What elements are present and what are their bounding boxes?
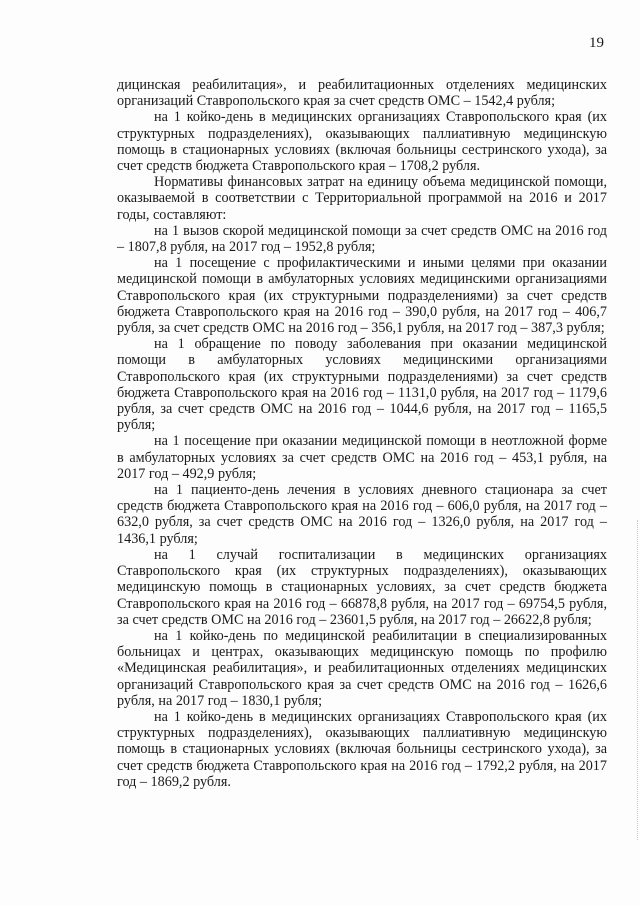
paragraph-hospitalization-case: на 1 случай госпитализации в медицинских организациях Ставропольского края (их структурных подразделениях), оказывающих медицинскую помощь в стационарных условиях, за счет средств бюджета Ставропольского края на 2016 год – 66878,8 рубля, на 2017 год – 69754,5 рубля, за счет средств ОМС на 2016 год – 23601,5 рубля, на 2017 год – 26622,8 рубля; <box>117 546 607 628</box>
paragraph-rehab-continuation: дицинская реабилитация», и реабилитационных отделениях медицинских организаций Ставропольского края за счет средств ОМС – 1542,4 рубля; <box>117 77 607 110</box>
page-number: 19 <box>589 35 604 51</box>
paragraph-cost-norms-intro: Нормативы финансовых затрат на единицу объема медицинской помощи, оказываемой в соответствии с Территориальной программой на 2016 и 2017 годы, составляют: <box>117 174 607 223</box>
scan-edge-artifact <box>636 520 638 840</box>
paragraph-disease-appeal: на 1 обращение по поводу заболевания при оказании медицинской помощи в амбулаторных условиях медицинскими организациями Ставропольского края (их структурными подразделениями) за счет средств бюджета Ставропольского края на 2016 год – 1131,0 рубля, на 2017 год – 1179,6 рубля, за счет средств ОМС на 2016 год – 1044,6 рубля, на 2017 год – 1165,5 рубля; <box>117 336 607 434</box>
paragraph-preventive-visit: на 1 посещение с профилактическими и иными целями при оказании медицинской помощи в амбулаторных условиях медицинскими организациями Ставропольского края (их структурными подразделениями) за счет средств бюджета Ставропольского края на 2016 год – 390,0 рубля, на 2017 год – 406,7 рубля, за счет средств ОМС на 2016 год – 356,1 рубля, на 2017 год – 387,3 рубля; <box>117 255 607 337</box>
paragraph-urgent-visit: на 1 посещение при оказании медицинской помощи в неотложной форме в амбулаторных условиях за счет средств ОМС на 2016 год – 453,1 рубля, на 2017 год – 492,9 рубля; <box>117 433 607 482</box>
paragraph-palliative-bed-day-years: на 1 койко-день в медицинских организациях Ставропольского края (их структурных подразделениях), оказывающих паллиативную медицинскую помощь в стационарных условиях (включая больницы сестринского ухода), за счет средств бюджета Ставропольского края на 2016 год – 1792,2 рубля, на 2017 год – 1869,2 рубля. <box>117 708 607 790</box>
paragraph-ambulance-call: на 1 вызов скорой медицинской помощи за счет средств ОМС на 2016 год – 1807,8 рубля, на 2017 год – 1952,8 рубля; <box>117 222 607 256</box>
paragraph-palliative-bed-day: на 1 койко-день в медицинских организациях Ставропольского края (их структурных подразделениях), оказывающих паллиативную медицинскую помощь в стационарных условиях (включая больницы сестринского ухода), за счет средств бюджета Ставропольского края – 1708,2 рубля. <box>117 109 607 175</box>
paragraph-day-hospital: на 1 пациенто-день лечения в условиях дневного стационара за счет средств бюджета Ставропольского края на 2016 год – 606,0 рубля, на 2017 год – 632,0 рубля, за счет средств ОМС на 2016 год – 1326,0 рубля, на 2017 год – 1436,1 рубля; <box>117 482 607 547</box>
document-body <box>117 77 607 790</box>
paragraph-rehab-bed-day: на 1 койко-день по медицинской реабилитации в специализированных больницах и центрах, оказывающих медицинскую помощь по профилю «Медицинская реабилитация», и реабилитационных отделениях медицинских организаций Ставропольского края за счет средств ОМС на 2016 год – 1626,6 рубля, на 2017 год – 1830,1 рубля; <box>117 627 607 709</box>
